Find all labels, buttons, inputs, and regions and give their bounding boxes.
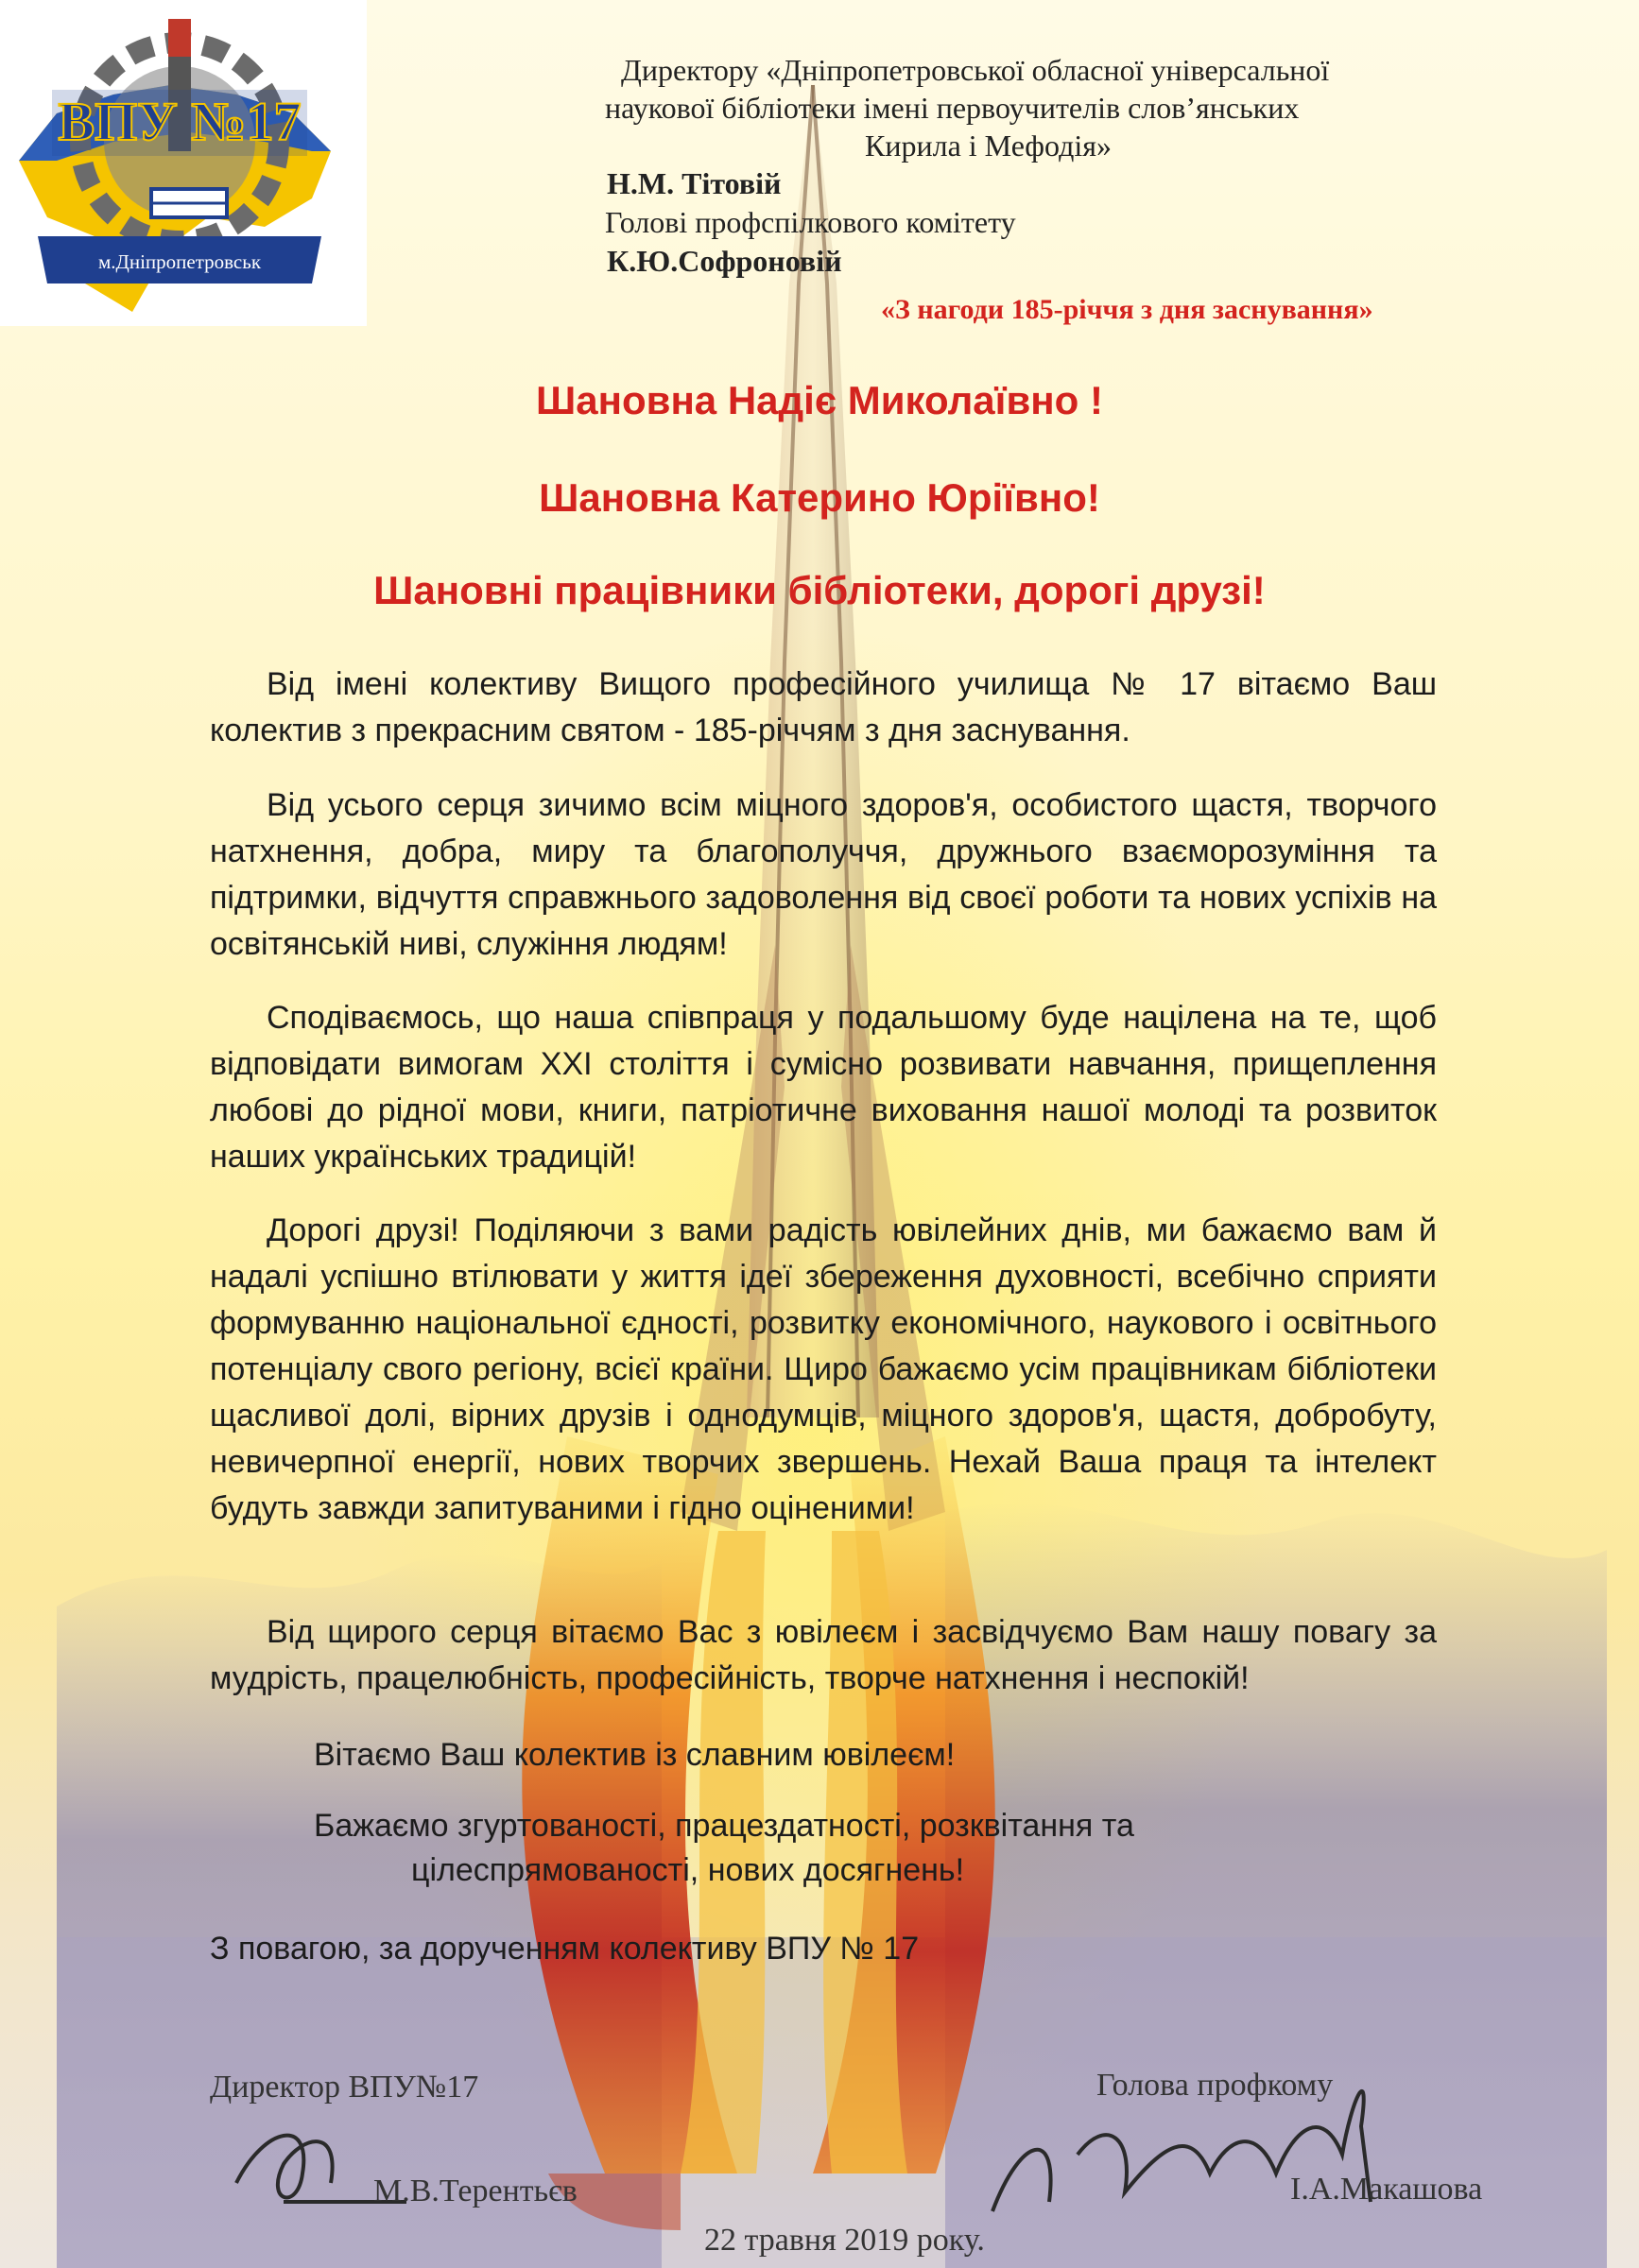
recipient-name-2: К.Ю.Софроновій	[607, 244, 842, 278]
paragraph-4-text: Дорогі друзі! Поділяючи з вами радість ювілейних днів, ми бажаємо вам й надалі успішно втілювати у життя ідеї збереження духовності, всебічно сприяти формуванню національної єдності, розвитку економічного, наукового і освітнього потенціалу свого регіону, всієї країни. Щиро бажаємо усім працівникам бібліотеки щасливої долі, вірних друзів і однодумців, міцного здоров'я, щастя, добробуту, невичерпної енергії, нових творчих звершень. Нехай Ваша праця та інтелект будуть завжди запитуваними і гідно оціненими!	[210, 1212, 1437, 1526]
letter-date: 22 травня 2019 року.	[704, 2223, 985, 2258]
greeting-3: Шановні працівники бібліотеки, дорогі друзі!	[373, 568, 1266, 612]
director-name: М.В.Терентьєв	[373, 2174, 578, 2208]
paragraph-3-text: Сподіваємось, що наша співпраця у подальшому буде націлена на те, щоб відповідати вимогам XXI століття і сумісно розвивати навчання, прищеплення любові до рідної мови, книги, патріотичне виховання нашої молоді та розвиток наших українських традицій!	[210, 1000, 1437, 1175]
paragraph-7a: Бажаємо згуртованості, працездатності, розквітання та	[314, 1808, 1134, 1844]
greeting-2: Шановна Катерино Юріївно!	[539, 475, 1100, 520]
paragraph-4	[210, 1208, 1437, 1532]
address-line-4: Голові профспілкового комітету	[605, 205, 1016, 239]
paragraph-2	[210, 782, 1437, 968]
paragraph-1-text: Від імені колективу Вищого професійного училища № 17 вітаємо Ваш колектив з прекрасним святом - 185-річчям з дня заснування.	[210, 666, 1437, 748]
address-line-3: Кирила і Мефодія»	[865, 129, 1112, 163]
director-title: Директор ВПУ№17	[210, 2070, 479, 2105]
paragraph-3	[210, 995, 1437, 1180]
paragraph-5	[210, 1609, 1437, 1702]
paragraph-5-text: Від щирого серця вітаємо Вас з ювілеєм і засвідчуємо Вам нашу повагу за мудрість, працелюбність, професійність, творче натхнення і неспокій!	[210, 1614, 1437, 1696]
union-head-name: І.А.Макашова	[1290, 2172, 1483, 2207]
closing-line: З повагою, за дорученням колективу ВПУ № 17	[210, 1931, 920, 1967]
union-head-title: Голова профкому	[1096, 2068, 1334, 2103]
paragraph-1	[210, 662, 1437, 754]
address-line-1: Директору «Дніпропетровської обласної універсальної	[621, 53, 1330, 87]
paragraph-2-text: Від усього серця зичимо всім міцного здоров'я, особистого щастя, творчого натхнення, добра, миру та благополуччя, дружнього взаєморозуміння та підтримки, відчуття справжнього задоволення від своєї роботи та нових успіхів на освітянській ниві, служіння людям!	[210, 787, 1437, 962]
greeting-1: Шановна Надіє Миколаївно !	[536, 378, 1103, 422]
recipient-name-1: Н.М. Тітовій	[607, 166, 782, 200]
occasion-line: «З нагоди 185-річчя з дня заснування»	[881, 294, 1373, 325]
paragraph-7b: цілеспрямованості, нових досягнень!	[411, 1852, 965, 1888]
address-line-2: наукової бібліотеки імені первоучителів слов’янських	[605, 91, 1300, 125]
paragraph-6: Вітаємо Ваш колектив із славним ювілеєм!	[314, 1737, 956, 1773]
school-logo	[0, 0, 367, 326]
logo-city: м.Дніпропетровськ	[97, 250, 262, 273]
logo-title: ВПУ №17	[58, 91, 302, 152]
